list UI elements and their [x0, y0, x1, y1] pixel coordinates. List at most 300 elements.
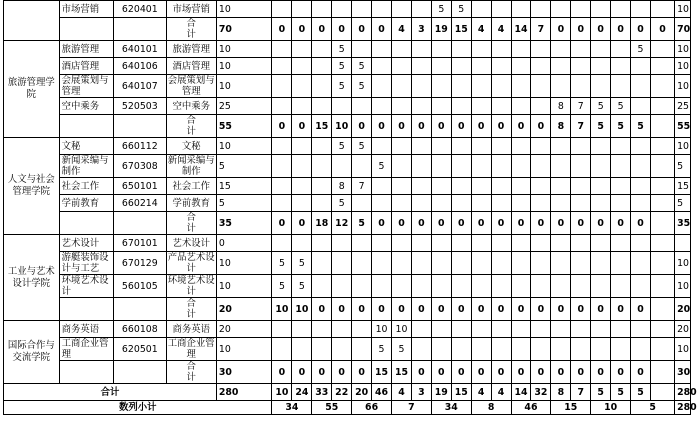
- quota-cell: [411, 98, 431, 115]
- quota-cell: [531, 178, 551, 195]
- quota-cell: 5: [372, 338, 392, 361]
- column-subtotal-cell: 8: [471, 401, 511, 415]
- subtotal-value-cell: 18: [312, 212, 332, 235]
- subtotal-label-cell: 合 计: [166, 115, 216, 138]
- quota-cell: [650, 235, 674, 252]
- quota-cell: [571, 252, 591, 275]
- quota-cell: [471, 178, 491, 195]
- quota-cell: [272, 235, 292, 252]
- quota-cell: [591, 178, 611, 195]
- grand-total-cell: 24: [292, 384, 312, 401]
- quota-cell: [372, 195, 392, 212]
- quota-cell: [611, 75, 631, 98]
- plan-total-cell: 10: [216, 75, 272, 98]
- quota-cell: [431, 252, 451, 275]
- quota-cell: [392, 58, 412, 75]
- column-subtotal-cell: 34: [272, 401, 312, 415]
- subtotal-value-cell: 4: [471, 18, 491, 41]
- subtotal-value-cell: 0: [471, 115, 491, 138]
- major-name-cell: 空中乘务: [59, 98, 114, 115]
- grand-total-cell: [650, 384, 674, 401]
- quota-cell: [471, 98, 491, 115]
- quota-cell: [631, 195, 651, 212]
- quota-cell: [511, 235, 531, 252]
- quota-cell: [531, 275, 551, 298]
- quota-cell: [451, 275, 471, 298]
- subtotal-label-cell: 合 计: [166, 361, 216, 384]
- quota-cell: [292, 178, 312, 195]
- quota-cell: [312, 178, 332, 195]
- quota-cell: [591, 252, 611, 275]
- quota-cell: [451, 178, 471, 195]
- quota-cell: [611, 321, 631, 338]
- subtotal-value-cell: 0: [372, 298, 392, 321]
- quota-cell: [312, 155, 332, 178]
- quota-cell: [372, 138, 392, 155]
- quota-cell: [551, 58, 571, 75]
- quota-cell: [650, 338, 674, 361]
- quota-cell: [511, 75, 531, 98]
- grand-total-cell: 10: [272, 384, 292, 401]
- plan-total-cell: 25: [216, 98, 272, 115]
- major-name-cell: 艺术设计: [59, 235, 114, 252]
- quota-cell: 5: [611, 98, 631, 115]
- grand-total-cell: 33: [312, 384, 332, 401]
- subtotal-value-cell: 0: [471, 298, 491, 321]
- quota-cell: [471, 41, 491, 58]
- subtotal-value-cell: 5: [591, 115, 611, 138]
- quota-cell: [352, 1, 372, 18]
- quota-cell: [312, 275, 332, 298]
- subtotal-value-cell: 0: [431, 212, 451, 235]
- quota-cell: [650, 1, 674, 18]
- quota-cell: [511, 338, 531, 361]
- table-row: [4, 401, 691, 415]
- grand-total-cell: 20: [352, 384, 372, 401]
- subtotal-value-cell: 0: [411, 361, 431, 384]
- quota-cell: [591, 41, 611, 58]
- quota-cell: [611, 155, 631, 178]
- subtotal-value-cell: 0: [531, 212, 551, 235]
- quota-cell: [471, 252, 491, 275]
- quota-cell: [491, 321, 511, 338]
- grand-total-cell: 8: [551, 384, 571, 401]
- plan-total-cell: 10: [216, 1, 272, 18]
- table-row: [4, 1, 691, 18]
- quota-cell: [352, 252, 372, 275]
- table-row: [4, 252, 691, 275]
- quota-cell: 5: [352, 138, 372, 155]
- subtotal-value-cell: 0: [372, 18, 392, 41]
- quota-cell: [451, 235, 471, 252]
- quota-cell: [531, 41, 551, 58]
- subtotal-value-cell: 0: [631, 18, 651, 41]
- quota-cell: [591, 338, 611, 361]
- quota-cell: [272, 138, 292, 155]
- quota-cell: [411, 1, 431, 18]
- subtotal-total-cell: 30: [216, 361, 272, 384]
- subtotal-value-cell: 0: [272, 18, 292, 41]
- column-subtotal-label: 数列小计: [4, 401, 272, 415]
- quota-cell: [571, 178, 591, 195]
- subtotal-value-cell: 14: [511, 18, 531, 41]
- quota-cell: [392, 155, 412, 178]
- plan-total-cell: 20: [216, 321, 272, 338]
- subtotal-value-cell: 15: [312, 115, 332, 138]
- quota-cell: [272, 98, 292, 115]
- quota-cell: [611, 41, 631, 58]
- quota-cell: [511, 58, 531, 75]
- row-total-cell: 20: [675, 321, 691, 338]
- quota-cell: [491, 138, 511, 155]
- college-cell: 旅游管理学院: [4, 41, 60, 138]
- quota-cell: [332, 235, 352, 252]
- subtotal-total-cell: 70: [216, 18, 272, 41]
- grand-total-label: 合计: [4, 384, 217, 401]
- column-subtotal-cell: 55: [312, 401, 352, 415]
- quota-cell: [411, 155, 431, 178]
- major-code-cell: 640106: [114, 58, 166, 75]
- quota-cell: [411, 252, 431, 275]
- subtotal-value-cell: 0: [272, 361, 292, 384]
- plan-total-cell: 10: [216, 138, 272, 155]
- quota-cell: [511, 98, 531, 115]
- subtotal-value-cell: 0: [491, 298, 511, 321]
- subtotal-end-cell: 30: [675, 361, 691, 384]
- grand-total-cell: 4: [491, 384, 511, 401]
- quota-cell: 5: [292, 252, 312, 275]
- major-code-cell: 670129: [114, 252, 166, 275]
- quota-cell: [332, 321, 352, 338]
- quota-cell: [352, 41, 372, 58]
- column-subtotal-cell: 10: [591, 401, 631, 415]
- major-code-cell: 560105: [114, 275, 166, 298]
- plan-total-cell: 10: [216, 338, 272, 361]
- quota-cell: 10: [372, 321, 392, 338]
- quota-cell: 5: [332, 58, 352, 75]
- quota-cell: [352, 195, 372, 212]
- quota-cell: [272, 178, 292, 195]
- quota-cell: [332, 338, 352, 361]
- subtotal-value-cell: 0: [431, 115, 451, 138]
- column-subtotal-cell: 46: [511, 401, 551, 415]
- column-subtotal-cell: 15: [551, 401, 591, 415]
- quota-cell: [272, 58, 292, 75]
- subtotal-value-cell: 8: [551, 115, 571, 138]
- quota-cell: [312, 138, 332, 155]
- major-name-cell: [59, 361, 114, 384]
- quota-cell: [531, 321, 551, 338]
- quota-cell: [531, 1, 551, 18]
- subtotal-value-cell: 0: [471, 361, 491, 384]
- quota-cell: [551, 195, 571, 212]
- quota-cell: [411, 338, 431, 361]
- quota-cell: [392, 195, 412, 212]
- subtotal-value-cell: 0: [272, 115, 292, 138]
- quota-cell: [272, 321, 292, 338]
- college-cell: 工业与艺术设计学院: [4, 235, 60, 321]
- quota-cell: [411, 235, 431, 252]
- quota-cell: [551, 321, 571, 338]
- subtotal-value-cell: 7: [571, 115, 591, 138]
- major-name-cell: 工商企业管理: [59, 338, 114, 361]
- quota-cell: [591, 1, 611, 18]
- quota-cell: [611, 58, 631, 75]
- quota-cell: [571, 58, 591, 75]
- major-code-cell: 660214: [114, 195, 166, 212]
- quota-cell: [471, 235, 491, 252]
- column-subtotal-cell: 66: [352, 401, 392, 415]
- subtotal-value-cell: 0: [272, 212, 292, 235]
- quota-cell: [531, 98, 551, 115]
- grand-total-cell: 46: [372, 384, 392, 401]
- quota-cell: [591, 195, 611, 212]
- quota-cell: [292, 41, 312, 58]
- quota-cell: [312, 75, 332, 98]
- quota-cell: [272, 155, 292, 178]
- quota-cell: [392, 235, 412, 252]
- quota-cell: [571, 41, 591, 58]
- quota-cell: [392, 98, 412, 115]
- table-row: [4, 115, 691, 138]
- major-name-cell: 环境艺术设计: [59, 275, 114, 298]
- subtotal-value-cell: 3: [411, 18, 431, 41]
- quota-cell: [451, 138, 471, 155]
- quota-cell: [631, 58, 651, 75]
- plan-total-cell: 10: [216, 58, 272, 75]
- subtotal-value-cell: 0: [411, 298, 431, 321]
- quota-cell: [352, 321, 372, 338]
- catalog-major-cell: 空中乘务: [166, 98, 216, 115]
- catalog-major-cell: 旅游管理: [166, 41, 216, 58]
- subtotal-value-cell: 0: [611, 361, 631, 384]
- quota-cell: [571, 155, 591, 178]
- row-total-cell: 10: [675, 275, 691, 298]
- grand-total-cell: 22: [332, 384, 352, 401]
- quota-cell: [431, 138, 451, 155]
- grand-total-cell: 5: [611, 384, 631, 401]
- quota-cell: [511, 252, 531, 275]
- subtotal-total-cell: 55: [216, 115, 272, 138]
- quota-cell: [491, 58, 511, 75]
- subtotal-value-cell: 5: [352, 212, 372, 235]
- quota-cell: [551, 138, 571, 155]
- grand-total-cell: 3: [411, 384, 431, 401]
- quota-cell: [650, 41, 674, 58]
- subtotal-value-cell: 0: [431, 361, 451, 384]
- quota-cell: [292, 235, 312, 252]
- quota-cell: [392, 75, 412, 98]
- catalog-major-cell: 酒店管理: [166, 58, 216, 75]
- quota-cell: [650, 138, 674, 155]
- subtotal-value-cell: 0: [471, 212, 491, 235]
- major-name-cell: [59, 298, 114, 321]
- quota-cell: [471, 138, 491, 155]
- subtotal-value-cell: 0: [392, 298, 412, 321]
- quota-cell: [411, 195, 431, 212]
- quota-cell: [491, 75, 511, 98]
- major-name-cell: [59, 115, 114, 138]
- subtotal-value-cell: 19: [431, 18, 451, 41]
- plan-total-cell: 10: [216, 41, 272, 58]
- quota-cell: [650, 195, 674, 212]
- subtotal-label-cell: 合 计: [166, 298, 216, 321]
- quota-cell: [352, 98, 372, 115]
- subtotal-value-cell: 0: [531, 115, 551, 138]
- subtotal-value-cell: 0: [312, 361, 332, 384]
- subtotal-value-cell: 0: [591, 18, 611, 41]
- quota-cell: [272, 338, 292, 361]
- quota-cell: [491, 252, 511, 275]
- table-row: [4, 338, 691, 361]
- table-row: [4, 98, 691, 115]
- plan-total-cell: 0: [216, 235, 272, 252]
- quota-cell: [571, 321, 591, 338]
- subtotal-value-cell: 0: [631, 298, 651, 321]
- quota-cell: [372, 58, 392, 75]
- table-row: [4, 321, 691, 338]
- quota-cell: [611, 138, 631, 155]
- major-name-cell: 旅游管理: [59, 41, 114, 58]
- catalog-major-cell: 市场营销: [166, 1, 216, 18]
- quota-cell: [431, 75, 451, 98]
- subtotal-value-cell: 0: [591, 298, 611, 321]
- quota-cell: [631, 138, 651, 155]
- quota-cell: [471, 75, 491, 98]
- quota-cell: [312, 195, 332, 212]
- quota-cell: [491, 98, 511, 115]
- quota-cell: [591, 321, 611, 338]
- quota-cell: 8: [551, 98, 571, 115]
- quota-cell: [471, 195, 491, 212]
- quota-cell: [551, 252, 571, 275]
- quota-cell: [591, 155, 611, 178]
- subtotal-value-cell: 0: [551, 212, 571, 235]
- subtotal-value-cell: 0: [372, 115, 392, 138]
- subtotal-value-cell: 0: [451, 361, 471, 384]
- quota-cell: [411, 138, 431, 155]
- quota-cell: [551, 1, 571, 18]
- college-cell: 国际合作与交流学院: [4, 321, 60, 384]
- quota-cell: [332, 252, 352, 275]
- row-total-cell: 5: [675, 195, 691, 212]
- quota-cell: [451, 58, 471, 75]
- quota-cell: 5: [451, 1, 471, 18]
- quota-cell: [511, 1, 531, 18]
- quota-cell: [571, 338, 591, 361]
- quota-cell: [411, 75, 431, 98]
- quota-cell: 5: [591, 98, 611, 115]
- quota-cell: [372, 275, 392, 298]
- catalog-major-cell: 环境艺术设计: [167, 275, 215, 297]
- quota-cell: [611, 275, 631, 298]
- column-subtotal-end: 280: [675, 401, 691, 415]
- table-row: [4, 41, 691, 58]
- table-row: [4, 75, 691, 98]
- quota-cell: [531, 195, 551, 212]
- subtotal-value-cell: 0: [352, 18, 372, 41]
- subtotal-value-cell: 0: [631, 361, 651, 384]
- major-code-cell: [114, 212, 166, 235]
- quota-cell: [471, 321, 491, 338]
- subtotal-value-cell: 0: [571, 298, 591, 321]
- quota-cell: [631, 155, 651, 178]
- quota-cell: [312, 252, 332, 275]
- quota-cell: [312, 321, 332, 338]
- quota-cell: [551, 275, 571, 298]
- quota-cell: [531, 58, 551, 75]
- college-cell: 人文与社会管理学院: [4, 138, 60, 235]
- subtotal-value-cell: 0: [411, 115, 431, 138]
- quota-cell: [611, 1, 631, 18]
- subtotal-value-cell: 0: [571, 18, 591, 41]
- column-subtotal-cell: 34: [431, 401, 471, 415]
- catalog-major-cell: 会展策划与管理: [167, 75, 215, 97]
- quota-cell: [372, 75, 392, 98]
- quota-cell: [292, 1, 312, 18]
- quota-cell: [431, 155, 451, 178]
- row-total-cell: 10: [675, 338, 691, 361]
- quota-cell: [650, 58, 674, 75]
- quota-cell: [631, 1, 651, 18]
- subtotal-value-cell: 0: [571, 361, 591, 384]
- row-total-cell: 10: [675, 58, 691, 75]
- catalog-major-cell: 艺术设计: [166, 235, 216, 252]
- quota-cell: [591, 138, 611, 155]
- quota-cell: [451, 155, 471, 178]
- quota-cell: [392, 138, 412, 155]
- quota-cell: [272, 75, 292, 98]
- quota-cell: [611, 338, 631, 361]
- quota-cell: [411, 41, 431, 58]
- quota-cell: [531, 235, 551, 252]
- subtotal-value-cell: 0: [312, 18, 332, 41]
- quota-cell: [571, 195, 591, 212]
- major-code-cell: [114, 18, 166, 41]
- quota-cell: 5: [392, 338, 412, 361]
- quota-cell: [292, 321, 312, 338]
- row-total-cell: 10: [675, 41, 691, 58]
- plan-total-cell: 10: [216, 275, 272, 298]
- grand-total-end: 280: [675, 384, 691, 401]
- quota-cell: [611, 252, 631, 275]
- catalog-major-cell: 产品艺术设计: [167, 252, 215, 274]
- quota-cell: [352, 155, 372, 178]
- quota-cell: [511, 275, 531, 298]
- quota-cell: [471, 1, 491, 18]
- catalog-major-cell: 社会工作: [166, 178, 216, 195]
- table-row: [4, 298, 691, 321]
- subtotal-value-cell: 15: [451, 18, 471, 41]
- quota-cell: [511, 321, 531, 338]
- plan-total-cell: 10: [216, 252, 272, 275]
- quota-cell: [272, 41, 292, 58]
- grand-total-cell: 32: [531, 384, 551, 401]
- quota-cell: [392, 41, 412, 58]
- row-total-cell: 10: [675, 75, 691, 98]
- quota-cell: [431, 178, 451, 195]
- major-name-cell: 会展策划与管理: [59, 75, 114, 98]
- subtotal-value-cell: [650, 361, 674, 384]
- quota-cell: [332, 275, 352, 298]
- plan-total-cell: 5: [216, 195, 272, 212]
- quota-cell: [451, 338, 471, 361]
- subtotal-value-cell: 0: [352, 361, 372, 384]
- quota-cell: [312, 1, 332, 18]
- quota-cell: [631, 98, 651, 115]
- grand-total-cell: 15: [451, 384, 471, 401]
- quota-cell: [411, 321, 431, 338]
